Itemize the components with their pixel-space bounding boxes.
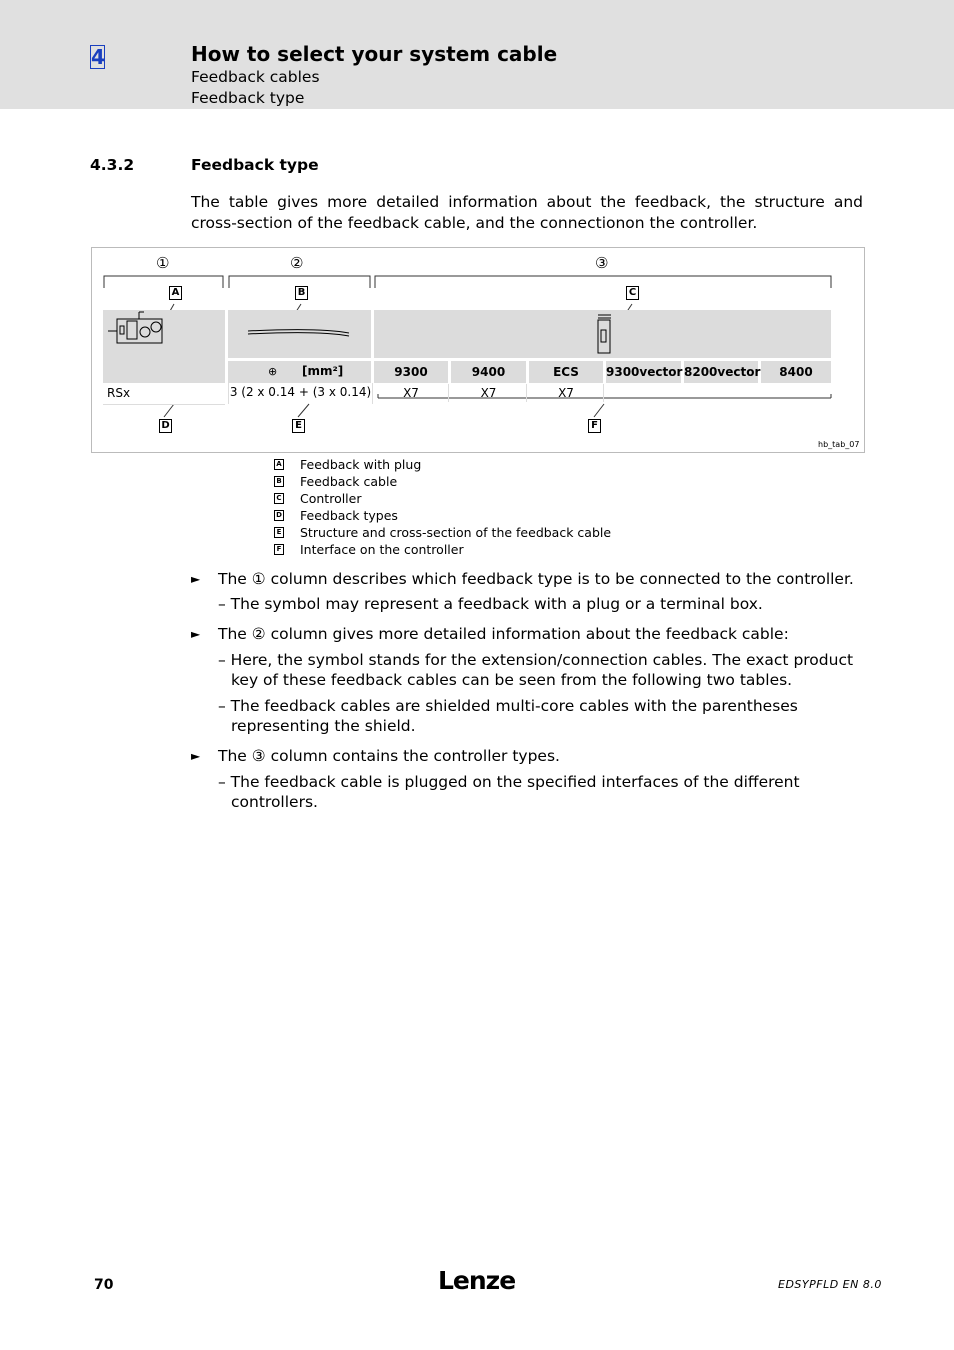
controller-symbol-cell [374,310,831,358]
controller-header-9400: 9400 [451,361,526,383]
header-subtitle-2: Feedback type [191,89,305,107]
bullet-2-detail-1-cont: key of these feedback cables can be seen from the following two tables. [231,671,793,689]
bullet-2-detail-1: – Here, the symbol stands for the extension/connection cables. The exact product [218,651,854,669]
interface-9400: X7 [451,384,527,402]
cable-icon [228,310,371,358]
document-id: EDSYPFLD EN 8.0 [778,1278,882,1291]
section-number: 4.3.2 [90,156,135,174]
label-c: C [626,286,639,300]
controller-header-8200vector: 8200vector [684,361,758,383]
header-subtitle-1: Feedback cables [191,68,320,86]
label-a: A [169,286,182,300]
controller-header-9300: 9300 [374,361,448,383]
cable-symbol-cell [228,310,371,358]
bullet-arrow-icon: ► [191,749,201,763]
chapter-number: 4 [91,45,105,69]
page-number: 70 [94,1277,114,1293]
bullet-3-detail: – The feedback cable is plugged on the specified interfaces of the different [218,773,800,791]
column-marker-3: ③ [595,254,609,272]
controller-header-ecs: ECS [529,361,603,383]
cross-section-icon: ⊕ [268,365,278,378]
controller-header-9300vector: 9300vector [606,361,681,383]
unit-header-cell [228,361,371,383]
unit-label: [mm²] [302,364,344,378]
label-e: E [292,419,305,433]
feedback-table-figure [91,247,865,453]
bullet-3-detail-cont: controllers. [231,793,318,811]
page-header [0,0,954,109]
figure-tag: hb_tab_07 [818,440,860,449]
section-title: Feedback type [191,156,319,174]
column-marker-2: ② [290,254,304,272]
interface-9300: X7 [374,384,449,402]
bullet-arrow-icon: ► [191,627,201,641]
feedback-symbol-cell [103,310,225,383]
bullet-1-detail: – The symbol may represent a feedback with a plug or a terminal box. [218,595,763,613]
page-title: How to select your system cable [191,42,558,66]
bullet-2-detail-2: – The feedback cables are shielded multi-core cables with the parentheses [218,697,798,715]
bullet-2-detail-2-cont: representing the shield. [231,717,416,735]
cable-structure-value: 3 (2 x 0.14 + (3 x 0.14) [228,383,373,404]
label-d: D [159,419,172,433]
bullet-2: The ② column gives more detailed information about the feedback cable: [218,625,789,643]
controller-icon [374,310,831,358]
feedback-type-value: RSx [107,386,131,400]
label-f: F [588,419,601,433]
controller-header-8400: 8400 [761,361,831,383]
bullet-1: The ① column describes which feedback type is to be connected to the controller. [218,570,854,588]
bullet-3: The ③ column contains the controller types. [218,747,560,765]
intro-paragraph: The table gives more detailed information about the feedback, the structure and cross-section of the feedback cable, and the connectionon the controller. [191,193,863,232]
motor-feedback-icon [103,310,225,383]
interface-ecs: X7 [529,384,604,402]
bullet-arrow-icon: ► [191,572,201,586]
lenze-logo: Lenze [438,1266,516,1295]
column-marker-1: ① [156,254,170,272]
label-b: B [295,286,308,300]
